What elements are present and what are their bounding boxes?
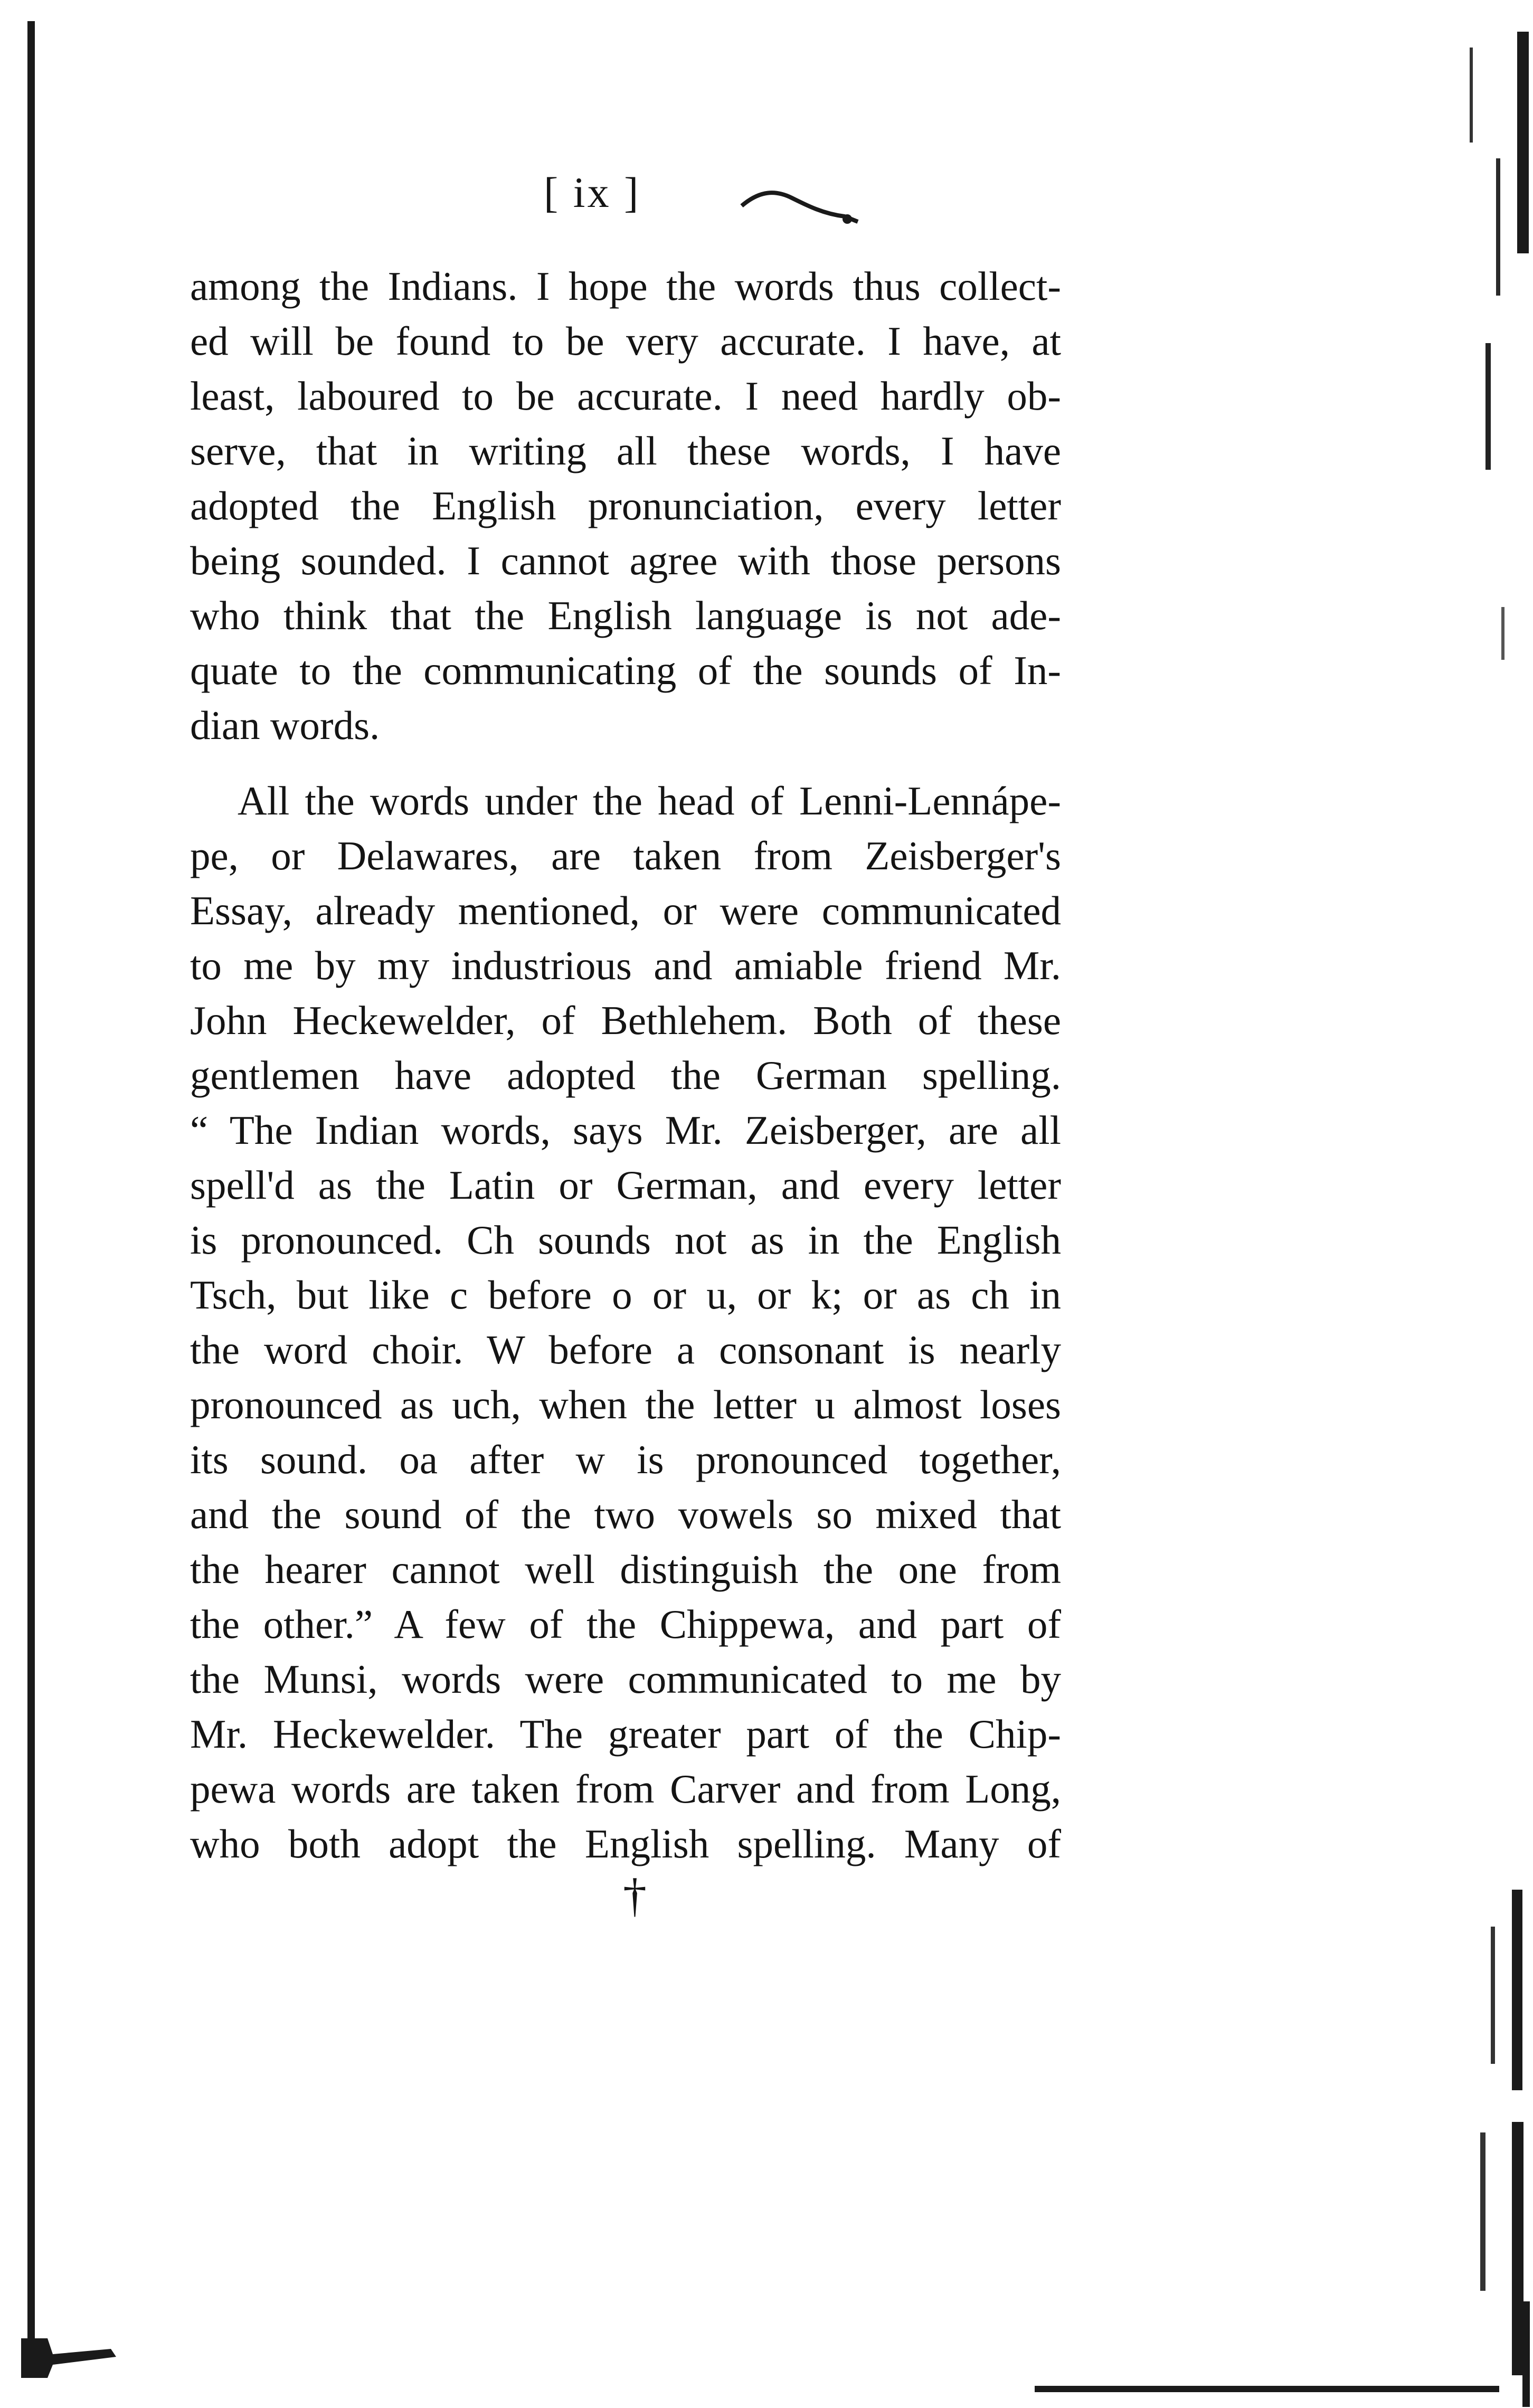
text-line: pewa words are taken from Carver and from Long,: [190, 1766, 1061, 1812]
text-line: to me by my industrious and amiable friend Mr.: [190, 943, 1061, 988]
text-line: least, laboured to be accurate. I need hardly ob-: [190, 373, 1061, 419]
text-line: John Heckewelder, of Bethlehem. Both of these: [190, 998, 1061, 1043]
text-line: who think that the English language is not ade-: [190, 593, 1061, 638]
text-line: Mr. Heckewelder. The greater part of the Chip-: [190, 1711, 1061, 1757]
flourish-mark: [739, 185, 860, 227]
right-page-edge: [1449, 0, 1533, 2408]
text-line: the word choir. W before a consonant is nearly: [190, 1327, 1061, 1372]
text-line: dian words.: [190, 703, 380, 748]
text-line: Tsch, but like c before o or u, or k; or as ch in: [190, 1272, 1061, 1317]
text-line: Essay, already mentioned, or were communicated: [190, 888, 1061, 933]
text-line: spell'd as the Latin or German, and every letter: [190, 1162, 1061, 1208]
paragraph-2: [190, 773, 1061, 1871]
text-line: quate to the communicating of the sounds of In-: [190, 648, 1061, 693]
text-line: being sounded. I cannot agree with those persons: [190, 538, 1061, 583]
text-line: who both adopt the English spelling. Many of: [190, 1821, 1061, 1866]
bottom-page-edge: [1035, 2386, 1499, 2392]
left-corner-smudge: [16, 2317, 121, 2381]
text-line: is pronounced. Ch sounds not as in the English: [190, 1217, 1061, 1263]
left-binding-edge: [27, 21, 35, 2354]
text-line: the other.” A few of the Chippewa, and part of: [190, 1601, 1061, 1647]
text-line: gentlemen have adopted the German spelling.: [190, 1053, 1061, 1098]
text-line: adopted the English pronunciation, every letter: [190, 483, 1061, 528]
text-line: pe, or Delawares, are taken from Zeisberger's: [190, 833, 1061, 878]
text-line: its sound. oa after w is pronounced together,: [190, 1437, 1061, 1482]
text-line: “ The Indian words, says Mr. Zeisberger, are all: [190, 1107, 1061, 1153]
text-line: serve, that in writing all these words, I have: [190, 428, 1061, 473]
paragraph-1: [190, 259, 1061, 753]
text-line: All the words under the head of Lenni-Lennápe-: [238, 778, 1061, 823]
text-line: the Munsi, words were communicated to me by: [190, 1656, 1061, 1702]
text-line: among the Indians. I hope the words thus collect-: [190, 263, 1061, 309]
page-number: [ ix ]: [544, 168, 641, 216]
text-line: ed will be found to be very accurate. I have, at: [190, 318, 1061, 364]
text-line: pronounced as uch, when the letter u almost loses: [190, 1382, 1061, 1427]
text-line: the hearer cannot well distinguish the one from: [190, 1547, 1061, 1592]
text-line: and the sound of the two vowels so mixed that: [190, 1492, 1061, 1537]
signature-mark: †: [623, 1870, 647, 1922]
